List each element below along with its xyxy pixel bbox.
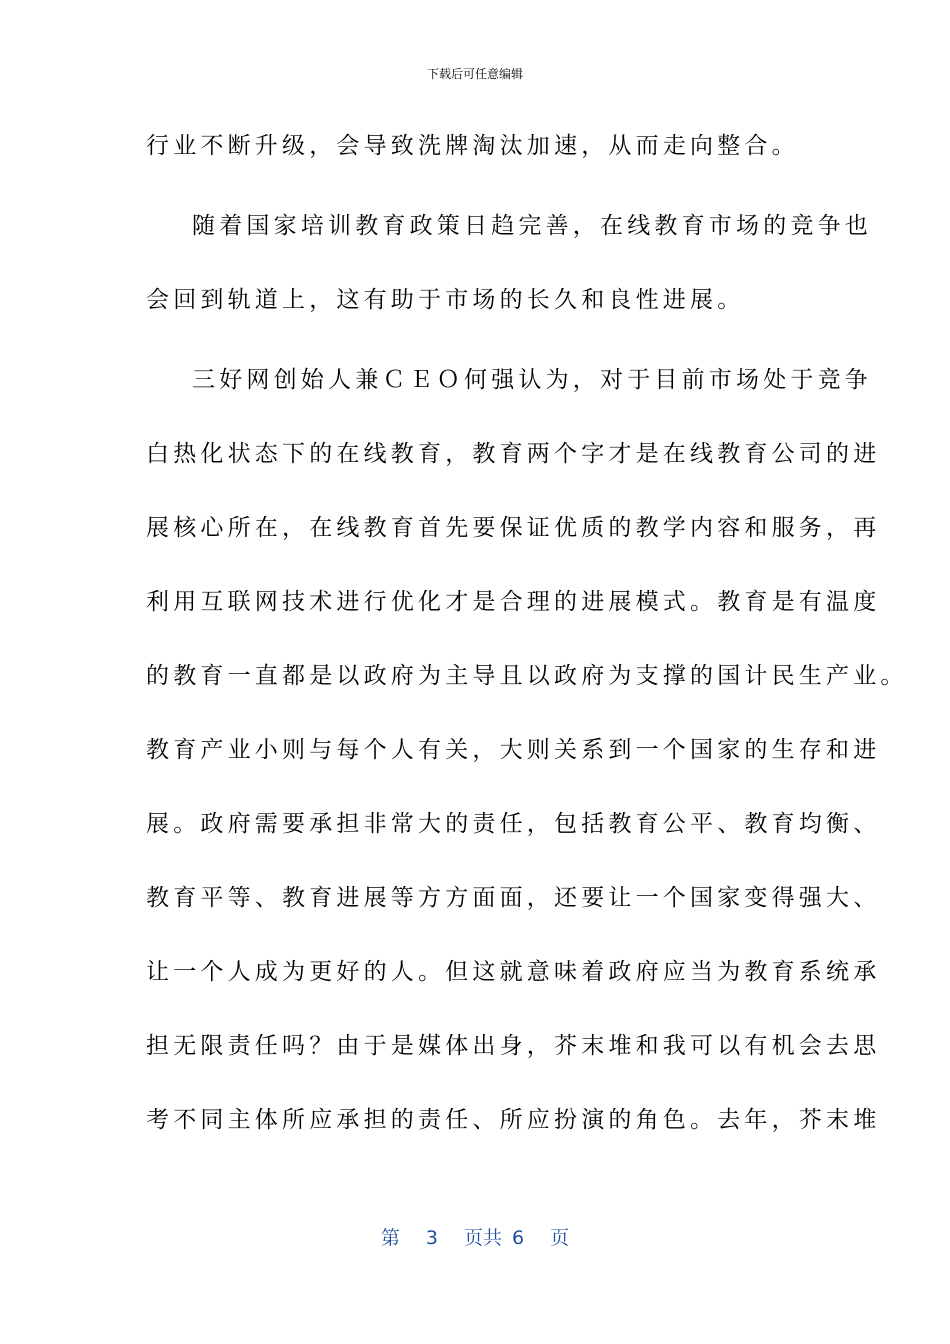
paragraph-line: 行业不断升级，会导致洗牌淘汰加速，从而走向整合。	[146, 133, 799, 159]
paragraph-line: 会回到轨道上，这有助于市场的长久和良性进展。	[146, 287, 745, 313]
paragraph-line: 三好网创始人兼ＣＥＯ何强认为，对于目前市场处于竞争	[192, 367, 872, 393]
footer-middle: 页共	[463, 1227, 502, 1249]
page-footer	[0, 1226, 950, 1250]
document-body	[146, 124, 908, 1172]
footer-total-pages: 6	[512, 1227, 525, 1249]
paragraph-line: 随着国家培训教育政策日趋完善，在线教育市场的竞争也	[192, 213, 872, 239]
footer-page-number: 3	[425, 1227, 438, 1249]
paragraph-line: 教育平等、教育进展等方方面面，还要让一个国家变得强大、	[146, 885, 881, 911]
paragraph-line: 考不同主体所应承担的责任、所应扮演的角色。去年，芥末堆	[146, 1107, 881, 1133]
paragraph-line: 展核心所在，在线教育首先要保证优质的教学内容和服务，再	[146, 515, 881, 541]
paragraph-line: 担无限责任吗？由于是媒体出身，芥末堆和我可以有机会去思	[146, 1033, 881, 1059]
paragraph-line: 白热化状态下的在线教育，教育两个字才是在线教育公司的进	[146, 441, 881, 467]
paragraph-line: 教育产业小则与每个人有关，大则关系到一个国家的生存和进	[146, 737, 881, 763]
footer-prefix: 第	[380, 1227, 400, 1249]
footer-suffix: 页	[550, 1227, 570, 1249]
paragraph-line: 让一个人成为更好的人。但这就意味着政府应当为教育系统承	[146, 959, 881, 985]
page-header: 下载后可任意编辑	[426, 67, 523, 81]
paragraph-line: 展。政府需要承担非常大的责任，包括教育公平、教育均衡、	[146, 811, 881, 837]
paragraph-line: 的教育一直都是以政府为主导且以政府为支撑的国计民生产业。	[146, 663, 908, 689]
paragraph-line: 利用互联网技术进行优化才是合理的进展模式。教育是有温度	[146, 589, 881, 615]
